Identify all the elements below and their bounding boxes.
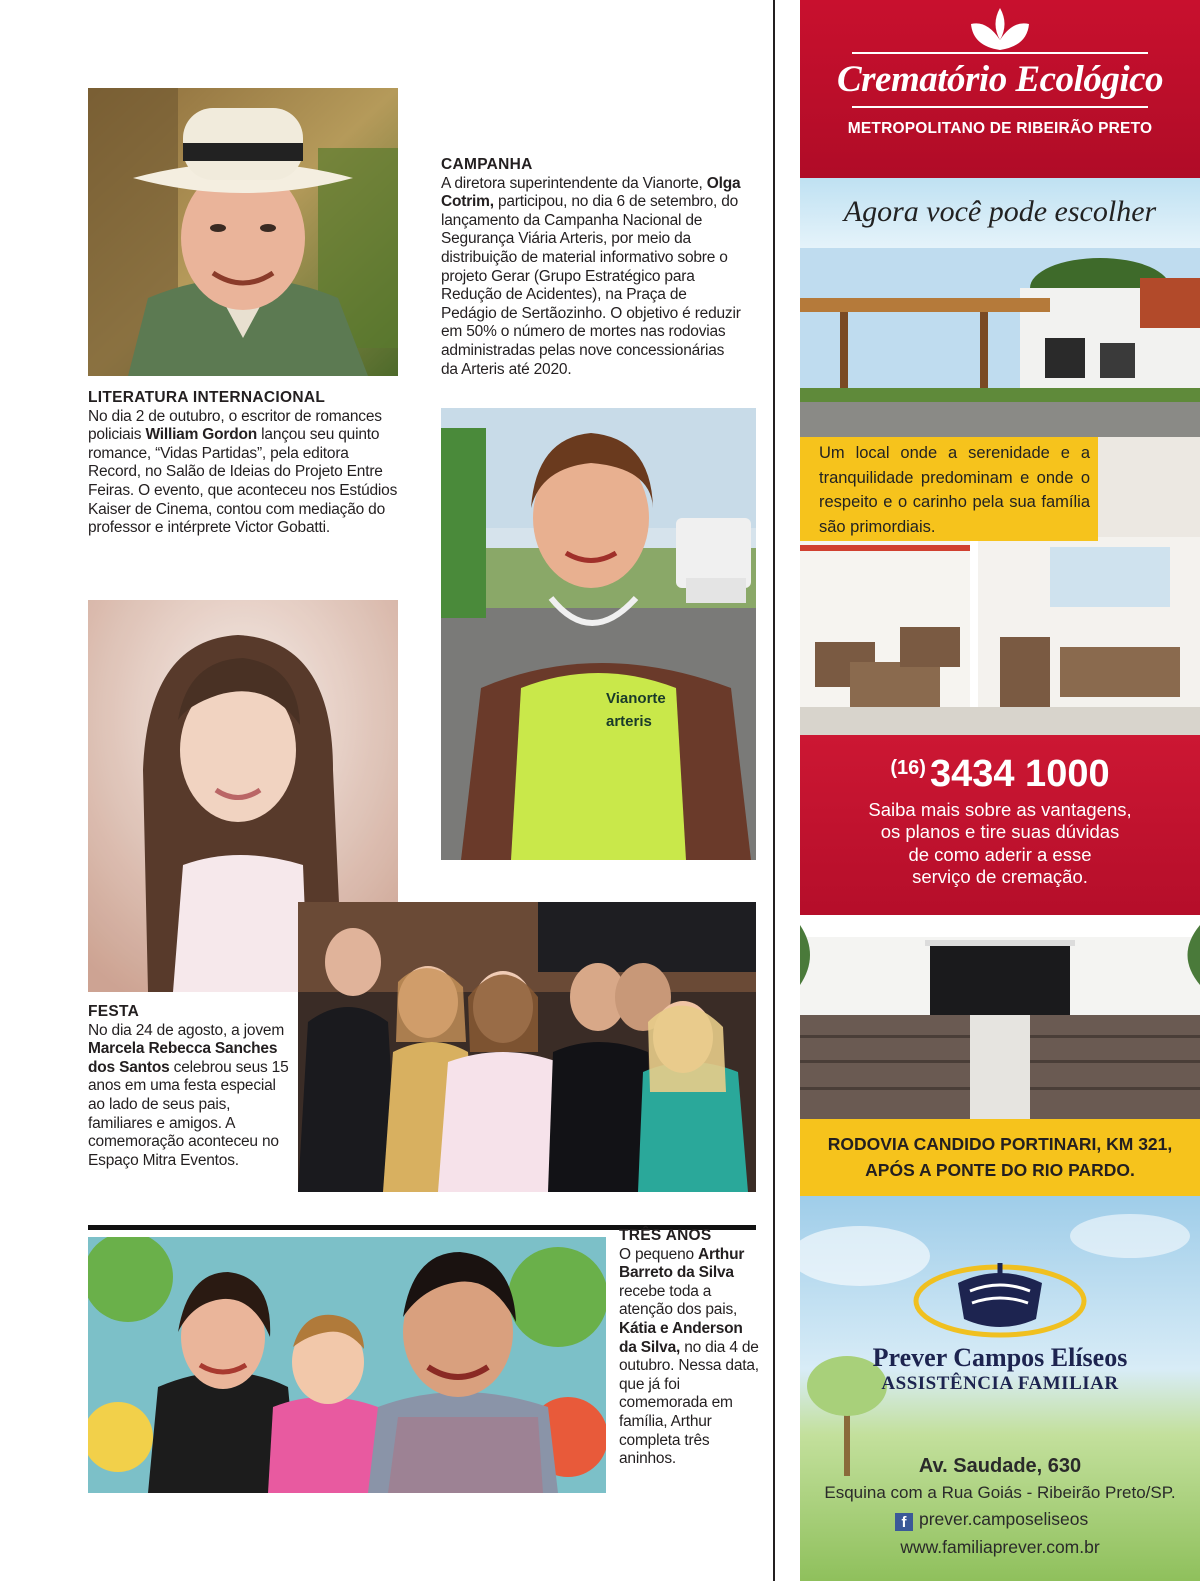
prever-logo-icon (912, 1253, 1088, 1343)
article-text: No dia 2 de outubro, o escritor de romances policiais (88, 407, 382, 444)
article-text: celebrou seus 15 anos em uma festa especial ao lado de seus pais, familiares e amigos. A comemoração aconteceu no Espaço Mitra Eventos. (88, 1058, 289, 1169)
article-literatura (88, 389, 398, 538)
ad-brand-subtitle: METROPOLITANO DE RIBEIRÃO PRETO (847, 120, 1153, 137)
header-rule (852, 52, 1148, 54)
article-name: Olga Cotrim, (441, 174, 741, 211)
article-text: no dia 4 de outubro. Nessa data, que já foi comemorada em família, Arthur completa três aninhos. (619, 1338, 759, 1468)
header-rule (852, 106, 1148, 108)
column-divider (773, 0, 775, 1581)
address-line: APÓS A PONTE DO RIO PARDO. (865, 1159, 1135, 1180)
article-text: No dia 24 de agosto, a jovem (88, 1021, 285, 1039)
article-festa (88, 1003, 293, 1170)
ad-corner: Esquina com a Rua Goiás - Ribeirão Preto/SP. (824, 1483, 1176, 1502)
photo-crematorio-building (800, 248, 1200, 437)
ad-brand-title: Crematório Ecológico (836, 59, 1164, 100)
article-name: William Gordon (145, 426, 258, 444)
photo-festa-group (298, 902, 756, 1192)
contact-info-line: serviço de cremação. (912, 866, 1088, 888)
ad-street: Av. Saudade, 630 (918, 1455, 1082, 1477)
ad-website: www.familiaprever.com.br (900, 1537, 1100, 1557)
advertisement-crematorio (800, 0, 1200, 1581)
ad-slogan: Agora você pode escolher (843, 195, 1157, 228)
article-tres-anos (619, 1227, 759, 1469)
article-text: lançou seu quinto romance, “Vidas Partidas”, pela editora Record, no Salão de Ideias do Projeto Entre Feiras. O evento, que aconteceu nos Estúdios Kaiser de Cinema, contou com mediação do professor e intérprete Victor Gobatti. (88, 426, 398, 537)
article-name: Marcela Rebecca Sanches dos Santos (88, 1040, 278, 1076)
prever-brand-subtitle: ASSISTÊNCIA FAMILIAR (881, 1373, 1119, 1394)
phone-number (800, 753, 1200, 796)
ad-highlight-text: Um local onde a serenidade e a tranquilidade predominam e onde o respeito e o carinho pela sua família são primordiais. (800, 437, 1098, 541)
contact-info-line: Saiba mais sobre as vantagens, (868, 799, 1132, 820)
address-line: RODOVIA CANDIDO PORTINARI, KM 321, (827, 1134, 1173, 1154)
facebook-icon: f (895, 1513, 913, 1531)
contact-info (800, 799, 1200, 889)
article-campanha (441, 156, 741, 379)
contact-info-line: os planos e tire suas dúvidas (880, 821, 1120, 843)
article-text: A diretora superintendente da Vianorte, (441, 174, 707, 192)
article-heading: LITERATURA INTERNACIONAL (88, 389, 326, 406)
vest-text-vianorte: Vianorte (606, 690, 666, 707)
photo-william-gordon (88, 88, 398, 376)
photo-familia-arthur (88, 1237, 606, 1493)
article-heading: FESTA (88, 1003, 140, 1020)
photo-crematorio-chapel (800, 915, 1200, 1119)
contact-info-line: de como aderir a esse (908, 843, 1092, 865)
photo-olga-cotrim (441, 408, 756, 860)
article-text: O pequeno (619, 1245, 699, 1263)
prever-brand-name: Prever Campos Elíseos (872, 1343, 1128, 1372)
article-text: participou, no dia 6 de setembro, do lançamento da Campanha Nacional de Segurança Viária Arteris, por meio da distribuição de material informativo sobre o projeto Gerar (Grupo Estratégico para Redução de Acidentes), na Praça de Pedágio de Sertãozinho. O objetivo é reduzir em 50% o número de mortes nas rodovias administradas pelas nove concessionárias da Arteris até 2020. (441, 193, 741, 378)
article-text: recebe toda a atenção dos pais, (619, 1282, 738, 1319)
phone-area-code: (16) (890, 757, 926, 779)
ad-facebook (895, 1509, 1088, 1531)
leaf-logo-icon (965, 6, 1035, 52)
article-name: Arthur Barreto da Silva (619, 1245, 745, 1282)
phone-digits: 3434 1000 (929, 753, 1110, 795)
article-heading: CAMPANHA (441, 156, 533, 173)
article-heading: TRÊS ANOS (619, 1227, 712, 1244)
vest-text-arteris: arteris (606, 713, 652, 730)
facebook-handle: prever.camposeliseos (919, 1509, 1089, 1529)
article-name: Kátia e Anderson da Silva, (619, 1319, 743, 1356)
ad-address (800, 1132, 1200, 1183)
ad-header (800, 0, 1200, 178)
ad-contact-panel (800, 735, 1200, 915)
